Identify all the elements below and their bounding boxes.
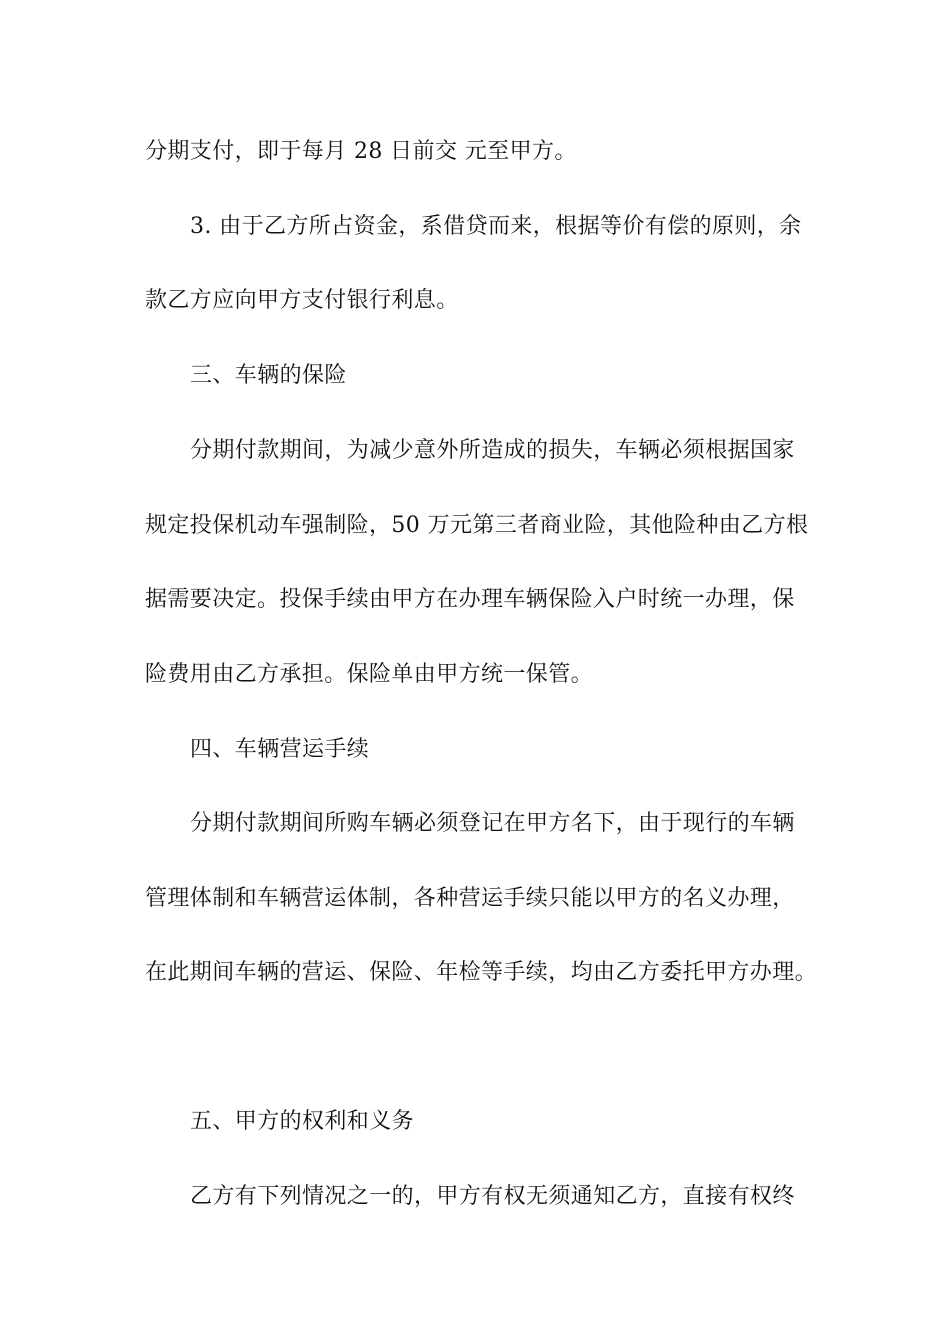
text-line: 在此期间车辆的营运、保险、年检等手续，均由乙方委托甲方办理。 bbox=[145, 960, 818, 985]
text-line: 3. 由于乙方所占资金，系借贷而来，根据等价有偿的原则，余 bbox=[190, 214, 802, 239]
section-heading: 五、甲方的权利和义务 bbox=[190, 1109, 415, 1134]
text-line: 款乙方应向甲方支付银行利息。 bbox=[145, 288, 459, 313]
section-heading: 三、车辆的保险 bbox=[190, 363, 347, 388]
text-line: 乙方有下列情况之一的，甲方有权无须通知乙方，直接有权终 bbox=[190, 1184, 795, 1209]
text-line: 险费用由乙方承担。保险单由甲方统一保管。 bbox=[145, 662, 594, 687]
text-line: 规定投保机动车强制险，50 万元第三者商业险，其他险种由乙方根 bbox=[145, 513, 809, 538]
text-line: 分期支付，即于每月 28 日前交 元至甲方。 bbox=[145, 139, 577, 164]
text-line: 据需要决定。投保手续由甲方在办理车辆保险入户时统一办理，保 bbox=[145, 587, 795, 612]
text-line: 分期付款期间所购车辆必须登记在甲方名下，由于现行的车辆 bbox=[190, 811, 795, 836]
text-line: 分期付款期间，为减少意外所造成的损失，车辆必须根据国家 bbox=[190, 438, 795, 463]
text-line: 管理体制和车辆营运体制，各种营运手续只能以甲方的名义办理， bbox=[145, 886, 795, 911]
section-heading: 四、车辆营运手续 bbox=[190, 737, 370, 762]
